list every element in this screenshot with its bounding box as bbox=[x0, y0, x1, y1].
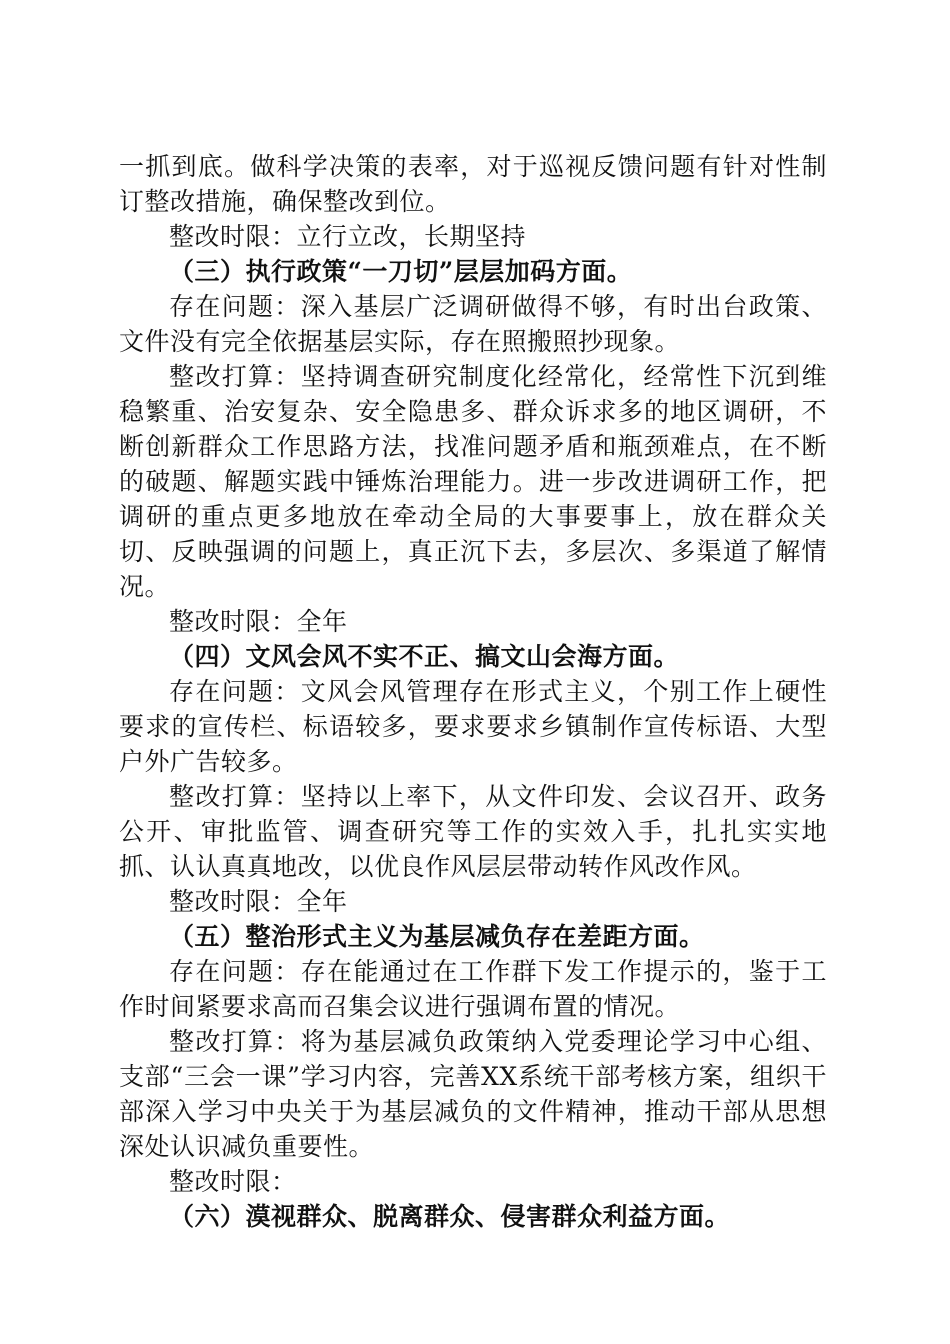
paragraph-deadline: 整改时限： bbox=[169, 1167, 297, 1196]
section-heading-6: （六）漠视群众、脱离群众、侵害群众利益方面。 bbox=[169, 1202, 731, 1231]
paragraph-problem: 存在问题：深入基层广泛调研做得不够，有时出台政策、文件没有完全依据基层实际，存在照搬照抄现象。 bbox=[119, 292, 827, 356]
paragraph-deadline: 整改时限：全年 bbox=[169, 887, 348, 916]
paragraph-deadline: 整改时限：全年 bbox=[169, 607, 348, 636]
document-body bbox=[119, 149, 827, 1234]
paragraph-plan: 整改打算：将为基层减负政策纳入党委理论学习中心组、支部“三会一课”学习内容，完善XX系统干部考核方案，组织干部深入学习中央关于为基层减负的文件精神，推动干部从思想深处认识减负重要性。 bbox=[119, 1027, 827, 1161]
paragraph-plan: 整改打算：坚持以上率下，从文件印发、会议召开、政务公开、审批监管、调查研究等工作的实效入手，扎扎实实地抓、认认真真地改，以优良作风层层带动转作风改作风。 bbox=[119, 782, 827, 881]
paragraph-continued: 一抓到底。做科学决策的表率，对于巡视反馈问题有针对性制订整改措施，确保整改到位。 bbox=[119, 152, 827, 216]
paragraph-plan: 整改打算：坚持调查研究制度化经常化，经常性下沉到维稳繁重、治安复杂、安全隐患多、群众诉求多的地区调研，不断创新群众工作思路方法，找准问题矛盾和瓶颈难点，在不断的破题、解题实践中锤炼治理能力。进一步改进调研工作，把调研的重点更多地放在牵动全局的大事要事上，放在群众关切、反映强调的问题上，真正沉下去，多层次、多渠道了解情况。 bbox=[119, 362, 827, 601]
paragraph-deadline: 整改时限：立行立改，长期坚持 bbox=[169, 222, 527, 251]
section-heading-5: （五）整治形式主义为基层减负存在差距方面。 bbox=[169, 922, 705, 951]
paragraph-problem: 存在问题：存在能通过在工作群下发工作提示的，鉴于工作时间紧要求高而召集会议进行强调布置的情况。 bbox=[119, 957, 827, 1021]
section-heading-3: （三）执行政策“一刀切”层层加码方面。 bbox=[169, 257, 633, 286]
section-heading-4: （四）文风会风不实不正、搞文山会海方面。 bbox=[169, 642, 680, 671]
paragraph-problem: 存在问题：文风会风管理存在形式主义，个别工作上硬性要求的宣传栏、标语较多，要求要求乡镇制作宣传标语、大型户外广告较多。 bbox=[119, 677, 827, 776]
